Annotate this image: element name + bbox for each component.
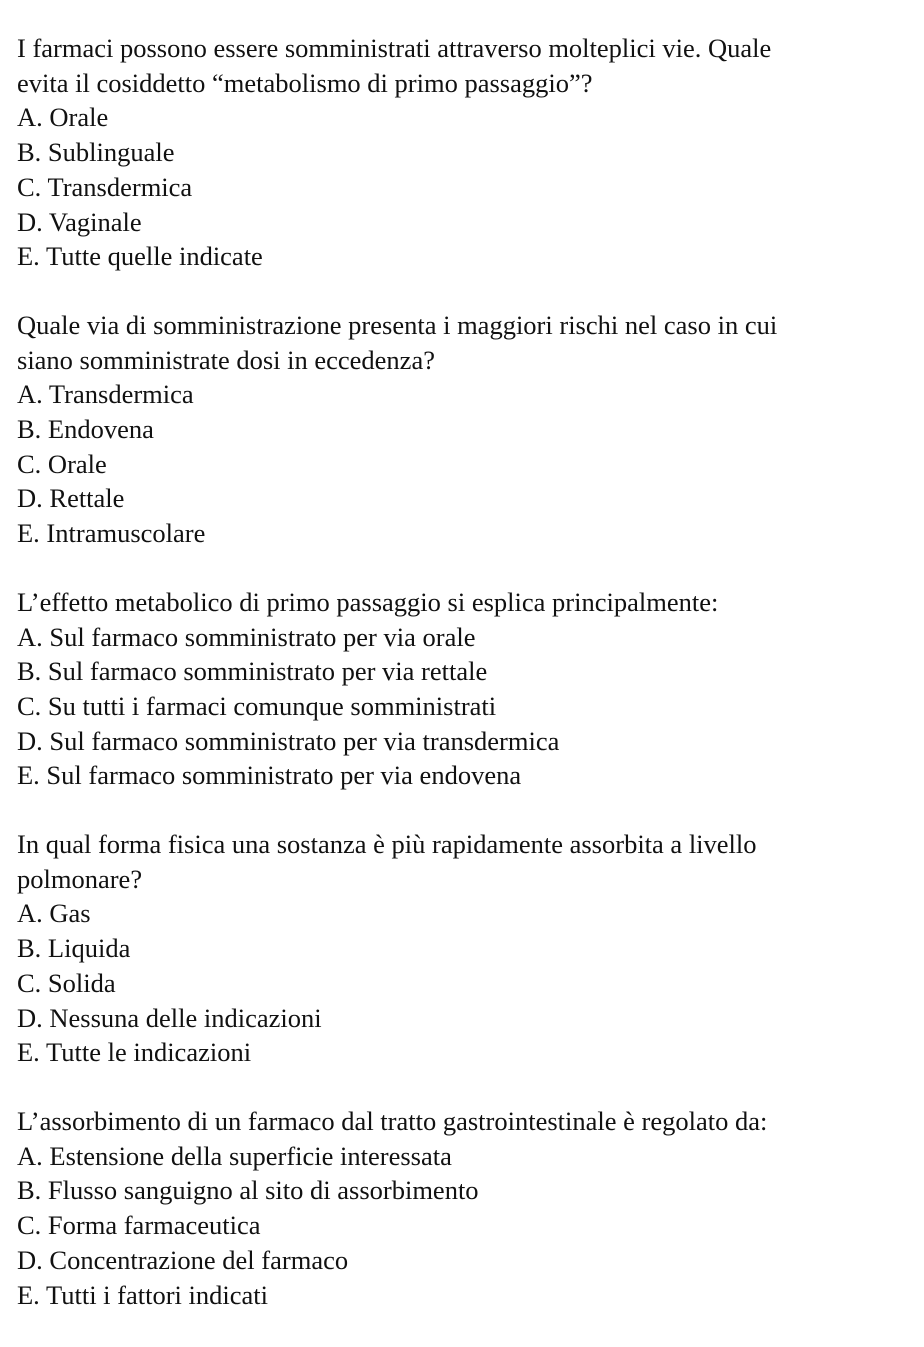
question-1-stem-line-1: I farmaci possono essere somministrati attraverso molteplici vie. Quale [17, 33, 772, 63]
question-1-option-b: B. Sublinguale [17, 137, 175, 168]
question-3-option-c: C. Su tutti i farmaci comunque somministrati [17, 690, 497, 721]
question-4-stem-line-2: polmonare? [17, 863, 143, 894]
question-5-option-e: E. Tutti i fattori indicati [17, 1279, 269, 1310]
question-5-stem-line-1: L’assorbimento di un farmaco dal tratto gastrointestinale è regolato da: [17, 1105, 768, 1136]
question-3-option-a: A. Sul farmaco somministrato per via orale [17, 621, 476, 652]
question-1 [17, 31, 907, 274]
question-3-option-b: B. Sul farmaco somministrato per via rettale [17, 656, 488, 687]
question-4-option-c: C. Solida [17, 967, 116, 998]
question-3-options [17, 620, 907, 794]
question-1-options [17, 100, 907, 274]
question-3 [17, 585, 907, 793]
question-2-option-b: B. Endovena [17, 414, 154, 445]
question-3-option-e: E. Sul farmaco somministrato per via endovena [17, 760, 522, 791]
question-5-option-b: B. Flusso sanguigno al sito di assorbimento [17, 1175, 479, 1206]
question-1-option-c: C. Transdermica [17, 171, 193, 202]
question-2-option-a: A. Transdermica [17, 379, 194, 410]
question-1-option-d: D. Vaginale [17, 206, 142, 237]
question-4-option-e: E. Tutte le indicazioni [17, 1037, 252, 1068]
question-4-option-b: B. Liquida [17, 933, 131, 964]
quiz-document [17, 31, 907, 1312]
question-1-option-e: E. Tutte quelle indicate [17, 241, 263, 272]
question-2-option-c: C. Orale [17, 448, 107, 479]
question-2-options [17, 377, 907, 551]
question-5-option-d: D. Concentrazione del farmaco [17, 1244, 349, 1275]
question-4-stem-line-1: In qual forma fisica una sostanza è più rapidamente assorbita a livello [17, 829, 757, 860]
question-1-stem-line-2: evita il cosiddetto “metabolismo di primo passaggio”? [17, 67, 593, 98]
question-1-option-a: A. Orale [17, 102, 109, 133]
question-3-stem-line-1: L’effetto metabolico di primo passaggio si esplica principalmente: [17, 586, 719, 617]
question-4-options [17, 896, 907, 1070]
question-2-option-d: D. Rettale [17, 483, 125, 514]
question-4-option-a: A. Gas [17, 898, 91, 929]
question-2 [17, 308, 907, 551]
question-3-option-d: D. Sul farmaco somministrato per via transdermica [17, 725, 560, 756]
question-2-option-e: E. Intramuscolare [17, 518, 206, 549]
question-5 [17, 1104, 907, 1312]
question-2-stem-line-2: siano somministrate dosi in eccedenza? [17, 344, 435, 375]
question-5-option-c: C. Forma farmaceutica [17, 1210, 261, 1241]
question-5-options [17, 1139, 907, 1313]
question-4-option-d: D. Nessuna delle indicazioni [17, 1002, 322, 1033]
question-2-stem-line-1: Quale via di somministrazione presenta i maggiori rischi nel caso in cui [17, 309, 778, 340]
question-4 [17, 827, 907, 1070]
question-5-option-a: A. Estensione della superficie interessata [17, 1140, 452, 1171]
